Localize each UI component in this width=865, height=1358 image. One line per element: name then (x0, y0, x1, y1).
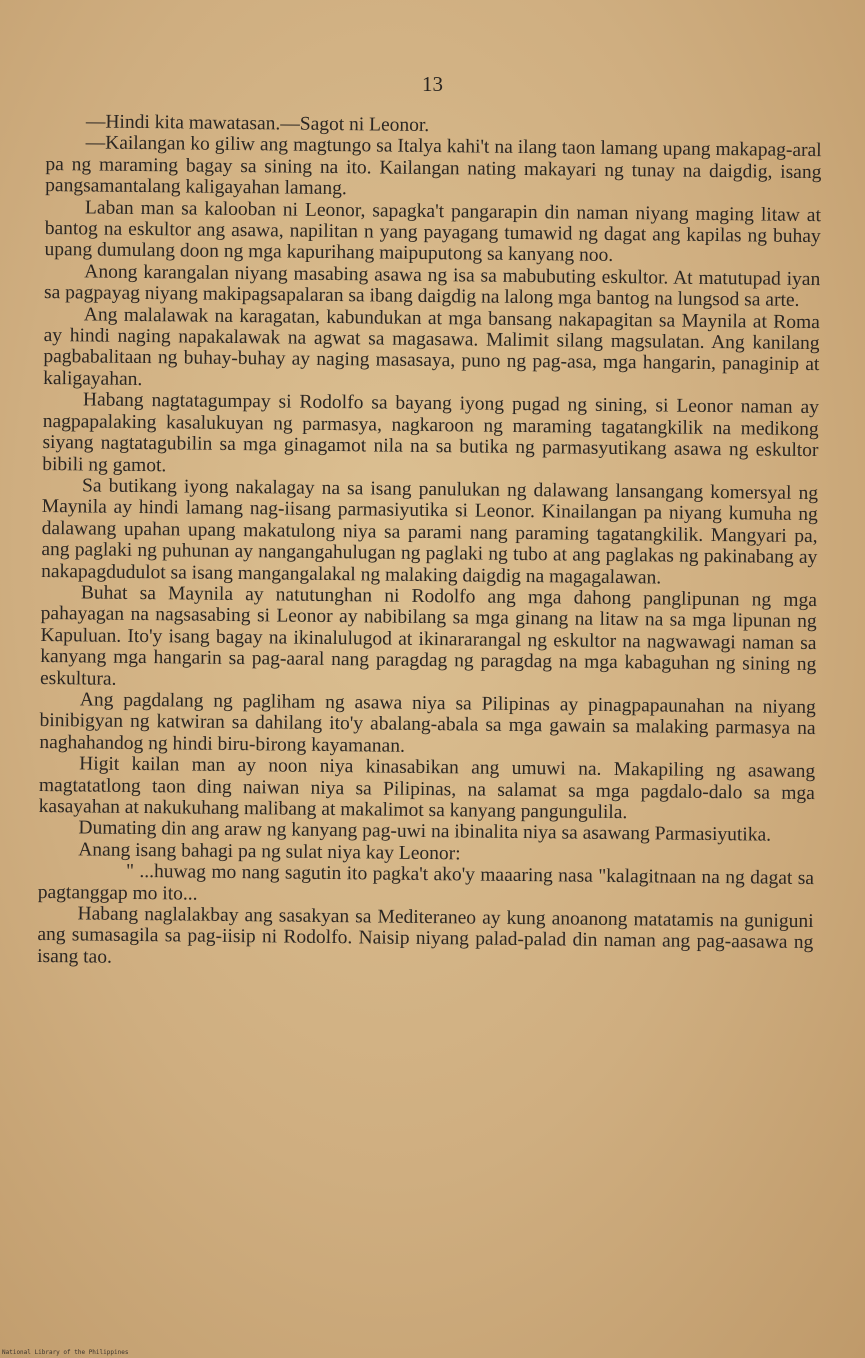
paragraph: Habang nagtatagumpay si Rodolfo sa bayang iyong pugad ng sining, si Leonor naman ay nagpapalaking kasalukuyan ng parmasya, nagkaroon ng maraming tagatangkilik na medikong siyang nagtatagubilin sa mga ginagamot nila na sa butika ng parmasyutikang asawa ng eskultor bibili ng gamot. (42, 389, 820, 476)
paragraph: Laban man sa kalooban ni Leonor, sapagka't pangarapin din naman niyang maging litaw at bantog na eskultor ang asawa, napilitan n yang payagang tumawid ng dagat ang kapilas ng buhay upang dumulang doon ng mga kapurihang maipuputong sa kanyang noo. (44, 197, 822, 267)
page-number: 13 (422, 72, 443, 96)
paragraph: —Hindi kita mawatasan.—Sagot ni Leonor. (85, 111, 430, 137)
paragraph: —Kailangan ko giliw ang magtungo sa Italya kahi't na ilang taon lamang upang makapag-aral pa ng maraming bagay sa sining na ito. Kailangan nating makayari ng tunay na daigdig, isang pangsamantalang kaligayahan lamang. (45, 132, 822, 200)
paragraph: Anang isang bahagi pa ng sulat niya kay Leonor: (78, 839, 461, 865)
body-text (37, 111, 822, 975)
paragraph: Dumating din ang araw ng kanyang pag-uwi na ibinalita niya sa asawang Parmasiyutika. (78, 817, 772, 847)
quoted-letter: " ...huwag mo nang sagutin ito pagka't ako'y maaaring nasa "kalagitnaan na ng dagat sa pagtanggap mo ito... (37, 861, 815, 905)
paragraph: Sa butikang iyong nakalagay na sa isang panulukan ng dalawang lansangang komersyal ng Maynila ay hindi lamang nag-iisang parmasiyutika si Leonor. Kinailangan pa niyang kumuha ng dalawang upahan upang makatulong niya sa parami nang paraming tagatangkilik. Mangyari pa, ang paglaki ng puhunan ay nangangahulugan ng paglaki ng tubo at ang paglakas ng pakinabang ay nakapagdudulot sa isang mangangalakal ng malaking daigdig na magagalawan. (41, 475, 819, 588)
paragraph: Anong karangalan niyang masabing asawa ng isa sa mabubuting eskultor. At matutupad iyan sa pagpayag niyang makipagsapalaran sa ibang daigdig na lalong mga bantog na lungsod sa arte. (43, 261, 821, 312)
paragraph: Higit kailan man ay noon niya kinasabikan ang umuwi na. Makapiling ng asawang magtatatlong taon ding naiwan niya sa Pilipinas, na salamat sa mga pagdalo-dalo sa mga kasayahan at nakukuhang malibang at makalimot sa kanyang pangungulila. (38, 753, 816, 824)
library-credit: National Library of the Philippines (2, 1349, 129, 1356)
paragraph: Habang naglalakbay ang sasakyan sa Mediteraneo ay kung anoanong matatamis na guniguni ang sumasagila sa pag-iisip ni Rodolfo. Naisip niyang palad-palad din naman ang pag-aasawa ng isang tao. (37, 903, 814, 968)
paragraph: Ang malalawak na karagatan, kabundukan at mga bansang nakapagitan sa Maynila at Roma ay hindi naging napakalawak na agwat sa magasawa. Malimit silang magsulatan. Ang kanilang pagbabalitaan ng buhay-buhay ay naging masasaya, puno ng pag-asa, mga hangarin, panaginip at kaligayahan. (43, 304, 820, 390)
paragraph: Ang pagdalang ng pagliham ng asawa niya sa Pilipinas ay pinagpapaunahan na niyang binibigyan ng katwiran sa dahilang ito'y abalang-abala sa mga gawain sa malaking parmasya na naghahandog ng hindi biru-birong kayamanan. (39, 689, 816, 757)
paragraph: Buhat sa Maynila ay natutunghan ni Rodolfo ang mga dahong panglipunan ng mga pahayagan na nagsasabing si Leonor ay nabibilang sa mga ginang na litaw na sa mga lipunan ng Kapuluan. Ito'y isang bagay na ikinalulugod at ikinararangal ng eskultor na nagwawagi naman sa kanyang mga hangarin sa pag-aaral nang paragdag ng paragdag na mga kabaguhan ng sining ng eskultura. (39, 582, 818, 690)
